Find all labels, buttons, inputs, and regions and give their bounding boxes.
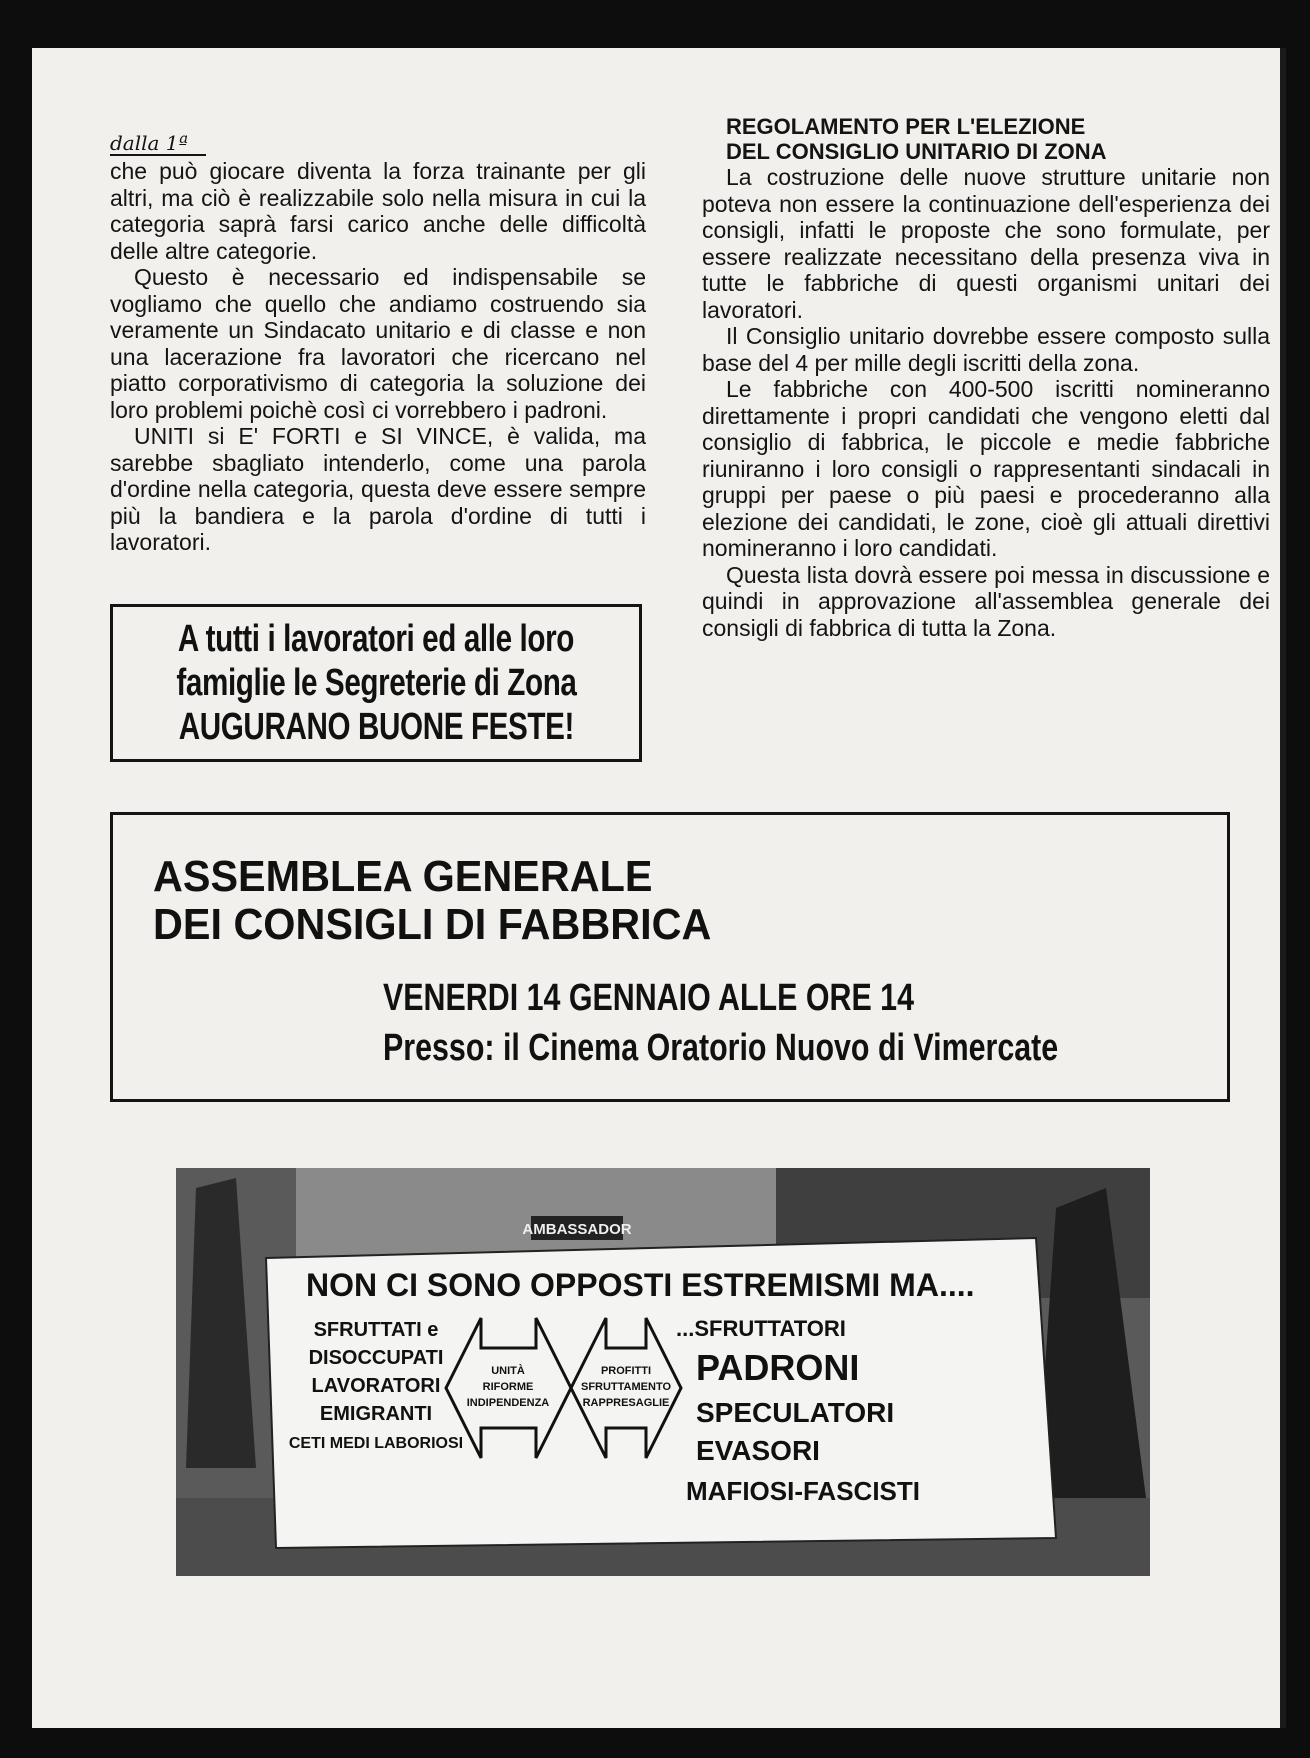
- arrow-word: PROFITTI: [600, 1365, 652, 1377]
- assembly-announcement-box: [110, 812, 1230, 1102]
- holiday-greeting-box: [110, 604, 642, 762]
- assembly-title-line: ASSEMBLEA GENERALE: [153, 852, 653, 901]
- arrow-word: SFRUTTAMENTO: [580, 1381, 672, 1393]
- left-article-column: [110, 132, 646, 556]
- banner-word: EVASORI: [696, 1435, 820, 1466]
- right-article-column: [702, 114, 1270, 641]
- photo-illustration: [176, 1168, 1150, 1576]
- assembly-title-line: DEI CONSIGLI DI FABBRICA: [153, 900, 712, 949]
- regulation-heading: DEL CONSIGLIO UNITARIO DI ZONA: [726, 139, 1107, 164]
- greeting-line: AUGURANO BUONE FESTE!: [178, 706, 574, 748]
- banner-word: DISOCCUPATI: [308, 1347, 444, 1369]
- regulation-heading: REGOLAMENTO PER L'ELEZIONE: [726, 114, 1086, 139]
- article-paragraph: Questo è necessario ed indispensabile se vogliamo che quello che andiamo costruendo sia veramente un Sindacato unitario e di classe e non una lacerazione fra lavoratori che ricercano nel piatto corporativismo di categoria la soluzione dei loro problemi poichè così ci vorrebbero i padroni.: [110, 264, 646, 423]
- banner-word: ...SFRUTTATORI: [676, 1316, 846, 1341]
- banner-word: LAVORATORI: [311, 1375, 441, 1397]
- article-paragraph: che può giocare diventa la forza trainante per gli altri, ma ciò è realizzabile solo nella misura in cui la categoria saprà farsi carico anche delle difficoltà delle altre categorie.: [110, 158, 646, 264]
- article-paragraph: Questa lista dovrà essere poi messa in discussione e quindi in approvazione all'assemblea generale dei consigli di fabbrica di tutta la Zona.: [702, 561, 1270, 641]
- facing-page-edge: [1280, 48, 1286, 1728]
- banner-word: MAFIOSI-FASCISTI: [686, 1476, 920, 1506]
- greeting-line: A tutti i lavoratori ed alle loro: [177, 618, 575, 660]
- banner-word: EMIGRANTI: [319, 1403, 433, 1425]
- arrow-word: UNITÀ: [491, 1365, 525, 1377]
- article-paragraph: Il Consiglio unitario dovrebbe essere composto sulla base del 4 per mille degli iscritti della zona.: [702, 323, 1270, 376]
- banner-headline: NON CI SONO OPPOSTI ESTREMISMI MA....: [306, 1267, 975, 1303]
- banner-word: SPECULATORI: [696, 1397, 895, 1428]
- article-paragraph: UNITI si E' FORTI e SI VINCE, è valida, ma sarebbe sbagliato intenderlo, come una parola d'ordine nella categoria, questa deve essere sempre più la bandiera e la parola d'ordine di tutti i lavoratori.: [110, 423, 646, 555]
- arrow-word: INDIPENDENZA: [466, 1397, 550, 1409]
- newspaper-page: [32, 48, 1286, 1728]
- arrow-word: RIFORME: [482, 1381, 534, 1393]
- article-paragraph: La costruzione delle nuove strutture unitarie non poteva non essere la continuazione dell'esperienza dei consigli, infatti le proposte che sono formulate, per essere realizzate necessitano della presenza viva in tutte le fabbriche di questi organismi unitari dei lavoratori.: [702, 164, 1270, 323]
- assembly-place: Presso: il Cinema Oratorio Nuovo di Vimercate: [383, 1027, 1059, 1069]
- protest-banner-photo: [176, 1168, 1150, 1576]
- shop-sign-text: AMBASSADOR: [522, 1221, 632, 1238]
- banner-word: PADRONI: [696, 1347, 860, 1388]
- banner-word: SFRUTTATI e: [313, 1319, 439, 1341]
- assembly-date: VENERDI 14 GENNAIO ALLE ORE 14: [383, 977, 914, 1019]
- handwritten-continuation-note: dalla 1ª: [110, 132, 206, 156]
- greeting-line: famiglie le Segreterie di Zona: [175, 662, 577, 704]
- arrow-word: RAPPRESAGLIE: [582, 1397, 670, 1409]
- assembly-details: [383, 973, 1058, 1073]
- assembly-title: [153, 853, 711, 949]
- article-paragraph: Le fabbriche con 400-500 iscritti nomineranno direttamente i propri candidati che vengono eletti dal consiglio di fabbrica, le piccole e medie fabbriche riuniranno i loro consigli o rappresentanti sindacali in gruppi per paese o più paesi e procederanno alla elezione dei candidati, le zone, cioè gli attuali direttivi nomineranno i loro candidati.: [702, 376, 1270, 561]
- banner-word: CETI MEDI LABORIOSI: [288, 1435, 464, 1452]
